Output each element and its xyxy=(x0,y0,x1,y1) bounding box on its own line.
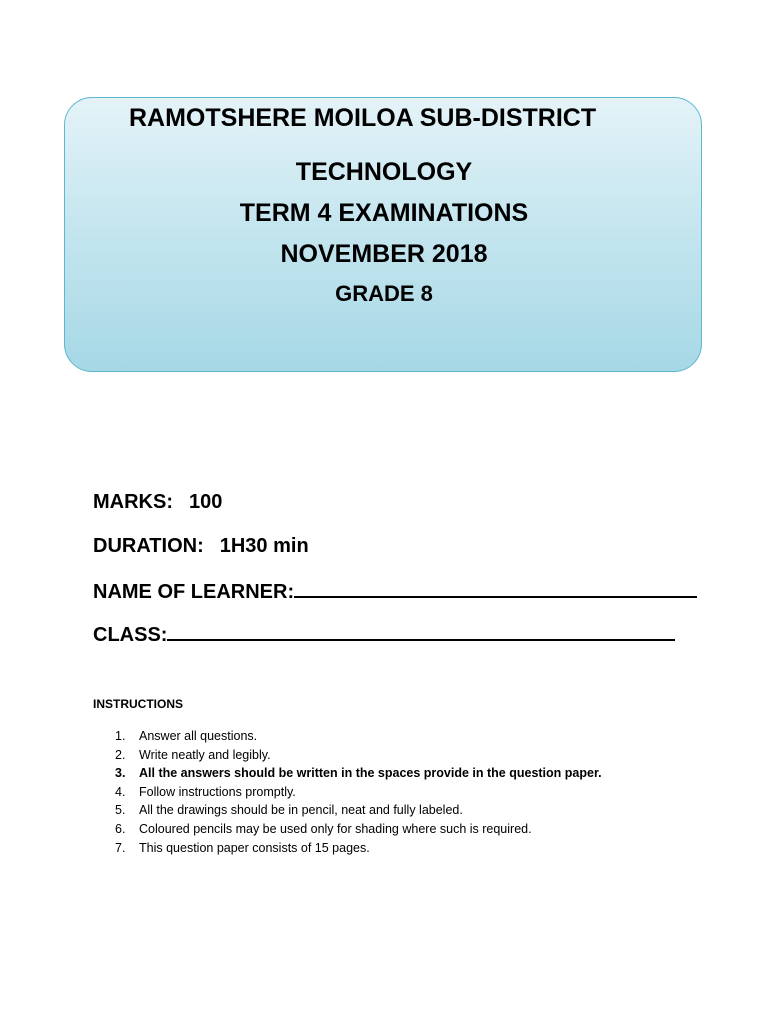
instruction-item: 7. This question paper consists of 15 pages. xyxy=(115,840,370,855)
instructions-heading: INSTRUCTIONS xyxy=(93,697,183,711)
instruction-item: 1. Answer all questions. xyxy=(115,729,258,743)
instruction-item: 4. Follow instructions promptly. xyxy=(115,784,296,799)
instructions-list xyxy=(115,727,602,857)
class-field[interactable] xyxy=(167,621,675,641)
exam-date: NOVEMBER 2018 xyxy=(280,240,488,268)
learner-name-line xyxy=(93,578,697,604)
duration-value: 1H30 min xyxy=(219,535,309,557)
marks-line xyxy=(93,491,222,514)
grade-level: GRADE 8 xyxy=(335,281,433,306)
learner-name-label: NAME OF LEARNER: xyxy=(93,581,295,603)
class-line xyxy=(93,621,675,647)
exam-term: TERM 4 EXAMINATIONS xyxy=(239,199,529,227)
instruction-item: 2. Write neatly and legibly. xyxy=(115,747,271,762)
instruction-item: 6. Coloured pencils may be used only for shading where such is required. xyxy=(115,821,532,836)
learner-name-field[interactable] xyxy=(294,578,697,598)
title-box xyxy=(64,97,702,372)
marks-value: 100 xyxy=(189,491,223,513)
instruction-item: 3. All the answers should be written in the spaces provide in the question paper. xyxy=(115,766,602,781)
duration-label: DURATION: xyxy=(93,535,204,557)
subject-title: TECHNOLOGY xyxy=(295,158,473,186)
class-label: CLASS: xyxy=(93,624,168,646)
marks-label: MARKS: xyxy=(93,491,173,513)
district-title: RAMOTSHERE MOILOA SUB-DISTRICT xyxy=(129,104,597,132)
duration-line xyxy=(93,535,309,558)
instruction-item: 5. All the drawings should be in pencil, neat and fully labeled. xyxy=(115,803,463,818)
